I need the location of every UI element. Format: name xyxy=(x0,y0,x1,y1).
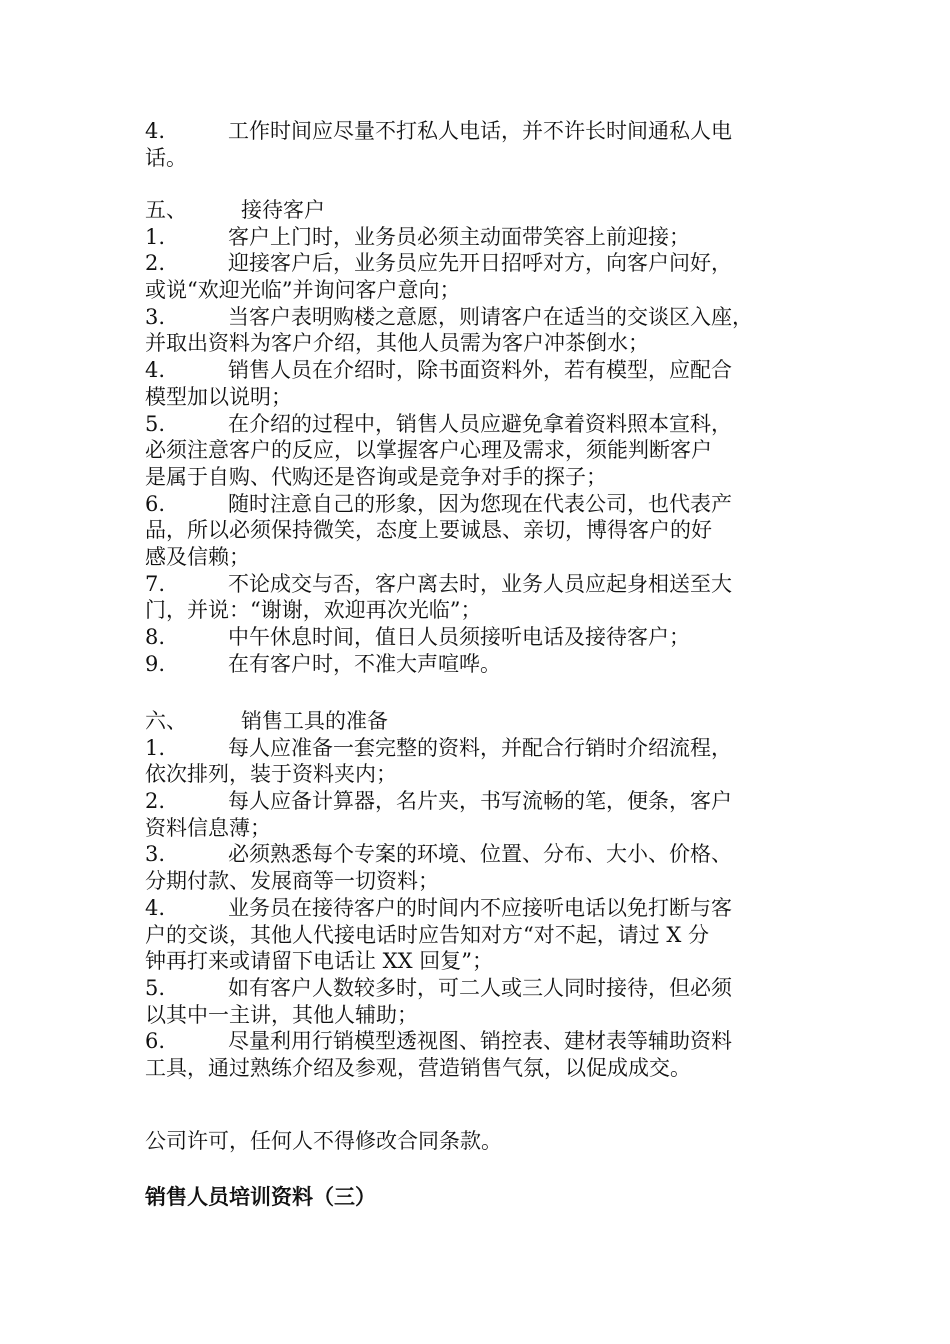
item-number: 6. xyxy=(145,491,166,516)
item-text-cont: 或说“欢迎光临”并询问客户意向； xyxy=(145,278,461,303)
item-text-cont: 依次排列，装于资料夹内； xyxy=(145,762,397,787)
item-text-cont: 并取出资料为客户介绍，其他人员需为客户冲茶倒水； xyxy=(145,331,649,356)
item-text: 随时注意自己的形象，因为您现在代表公司，也代表产 xyxy=(228,491,732,516)
list-item xyxy=(145,841,815,868)
item-text: 每人应准备一套完整的资料，并配合行销时介绍流程， xyxy=(228,735,732,760)
list-item xyxy=(145,735,815,762)
item-number: 4. xyxy=(145,119,166,143)
item-text: 每人应备计算器，名片夹，书写流畅的笔，便条，客户 xyxy=(228,789,732,814)
item-text: 迎接客户后，业务员应先开日招呼对方，向客户问好， xyxy=(228,251,732,276)
item-text-cont: 模型加以说明； xyxy=(145,384,292,409)
list-item xyxy=(145,651,815,678)
item-number: 1. xyxy=(145,735,166,760)
section-title: 销售工具的准备 xyxy=(241,709,388,733)
list-item xyxy=(145,788,815,815)
item-text: 当客户表明购楼之意愿，则请客户在适当的交谈区入座， xyxy=(228,304,753,329)
note-text: 公司许可，任何人不得修改合同条款。 xyxy=(145,1129,502,1153)
item-number: 7. xyxy=(145,571,166,596)
item-number: 6. xyxy=(145,1029,166,1054)
list-item xyxy=(145,571,815,598)
item-text: 不论成交与否，客户离去时，业务人员应起身相送至大 xyxy=(228,571,732,596)
list-item xyxy=(145,250,815,277)
item-number: 5. xyxy=(145,975,166,1000)
section-number: 五、 xyxy=(145,198,187,222)
list-item xyxy=(145,411,815,438)
list-item xyxy=(145,118,815,171)
item-text: 客户上门时，业务员必须主动面带笑容上前迎接； xyxy=(228,224,690,249)
list-item xyxy=(145,304,815,331)
list-item xyxy=(145,895,815,922)
list-item xyxy=(145,224,815,251)
item-number: 3. xyxy=(145,842,166,867)
item-text: 业务员在接待客户的时间内不应接听电话以免打断与客 xyxy=(228,895,732,920)
item-number: 8. xyxy=(145,625,166,649)
item-text-cont: 钟再打来或请留下电话让 XX 回复”； xyxy=(145,949,493,974)
item-text-cont: 是属于自购、代购还是咨询或是竞争对手的探子； xyxy=(145,464,607,489)
list-item xyxy=(145,624,815,651)
item-text-cont: 必须注意客户的反应，以掌握客户心理及需求，须能判断客户 xyxy=(145,438,712,463)
item-text: 中午休息时间，值日人员须接听电话及接待客户； xyxy=(228,625,690,649)
item-number: 1. xyxy=(145,224,166,249)
item-text: 在有客户时，不准大声喧哗。 xyxy=(228,651,501,676)
item-text-cont: 门，并说：“谢谢，欢迎再次光临”； xyxy=(145,598,482,623)
list-item xyxy=(145,491,815,518)
section5-list xyxy=(145,224,815,678)
item-number: 5. xyxy=(145,411,166,436)
item-text-cont: 感及信赖； xyxy=(145,544,250,569)
section-number: 六、 xyxy=(145,709,187,733)
item-text: 必须熟悉每个专案的环境、位置、分布、大小、价格、 xyxy=(228,842,732,867)
item-number: 4. xyxy=(145,358,166,383)
section6-list xyxy=(145,735,815,1082)
next-section-title xyxy=(145,1184,815,1211)
list-item xyxy=(145,357,815,384)
item-text-cont: 以其中一主讲，其他人辅助； xyxy=(145,1002,418,1027)
item-text-cont: 工具，通过熟练介绍及参观，营造销售气氛，以促成成交。 xyxy=(145,1055,691,1080)
item-text: 尽量利用行销模型透视图、销控表、建材表等辅助资料 xyxy=(228,1029,732,1054)
footer-note xyxy=(145,1128,815,1155)
item-text-cont: 分期付款、发展商等一切资料； xyxy=(145,869,439,894)
item-number: 2. xyxy=(145,251,166,276)
item-number: 2. xyxy=(145,789,166,814)
item-number: 9. xyxy=(145,651,166,676)
section-heading xyxy=(145,197,815,224)
item-text: 如有客户人数较多时，可二人或三人同时接待，但必须 xyxy=(228,975,732,1000)
section-title: 接待客户 xyxy=(241,198,325,222)
item-text: 销售人员在介绍时，除书面资料外，若有模型，应配合 xyxy=(228,358,732,383)
item-text-cont: 资料信息薄； xyxy=(145,815,271,840)
list-item xyxy=(145,1028,815,1055)
item-text: 在介绍的过程中，销售人员应避免拿着资料照本宣科， xyxy=(228,411,732,436)
section-heading xyxy=(145,708,815,735)
item-text: 工作时间应尽量不打私人电话，并不许长时间通私人电 xyxy=(228,119,732,143)
item-number: 4. xyxy=(145,895,166,920)
item-text-cont: 话。 xyxy=(145,145,187,170)
list-item xyxy=(145,975,815,1002)
title-text: 销售人员培训资料（三） xyxy=(145,1184,376,1209)
item-number: 3. xyxy=(145,304,166,329)
item-text-cont: 品，所以必须保持微笑，态度上要诚恳、亲切，博得客户的好 xyxy=(145,518,712,543)
item-text-cont: 户的交谈，其他人代接电话时应告知对方“对不起，请过 X 分 xyxy=(145,922,710,947)
